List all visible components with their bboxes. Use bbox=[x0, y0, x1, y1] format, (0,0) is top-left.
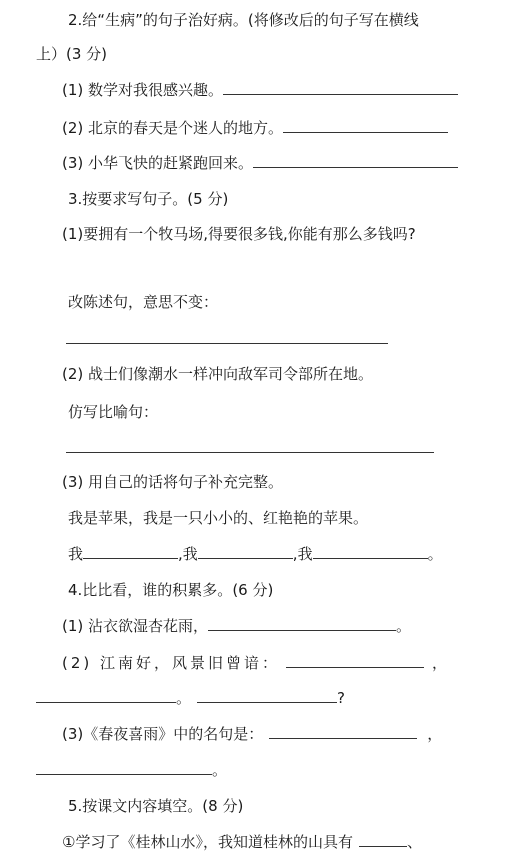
q3-fill-part-3: ,我 bbox=[292, 545, 313, 563]
q4-item-3 bbox=[62, 724, 442, 744]
q4-item-2-comma: ， bbox=[432, 654, 448, 672]
q3-item-2: (2) 战士们像潮水一样冲向敌军司令部所在地。 bbox=[62, 365, 374, 383]
q5-item-1-end: 、 bbox=[406, 833, 422, 851]
q4-item-3-text: (3)《春夜喜雨》中的名句是： bbox=[62, 725, 264, 743]
q3-item-2-task: 仿写比喻句： bbox=[68, 403, 159, 421]
q4-item-2-answer-blank-2[interactable] bbox=[36, 688, 176, 703]
q4-item-3-answer-blank-1[interactable] bbox=[269, 724, 417, 739]
q4-item-1-end: 。 bbox=[396, 617, 412, 635]
q2-item-3-answer-blank[interactable] bbox=[253, 153, 458, 168]
q3-fill-blank-1[interactable] bbox=[83, 544, 178, 559]
q2-item-2-text: (2) 北京的春天是个迷人的地方。 bbox=[62, 119, 284, 137]
q4-item-1-answer-blank[interactable] bbox=[208, 616, 396, 631]
q4-item-3-answer-blank-2[interactable] bbox=[36, 760, 212, 775]
q4-item-2-text: (2) 江南好，风景旧曾谙： bbox=[62, 654, 281, 672]
q3-item-3: (3) 用自己的话将句子补充完整。 bbox=[62, 473, 284, 491]
q3-fill-part-1: 我 bbox=[68, 545, 84, 563]
q3-fill-part-2: ,我 bbox=[178, 545, 198, 563]
q4-item-3-end: 。 bbox=[212, 761, 228, 779]
q3-item-1-answer-line[interactable] bbox=[66, 343, 388, 344]
q2-item-1-answer-blank[interactable] bbox=[223, 80, 458, 95]
q4-item-2-answer-blank-1[interactable] bbox=[286, 653, 424, 668]
q5-item-1 bbox=[62, 832, 422, 852]
q2-item-1-text: (1) 数学对我很感兴趣。 bbox=[62, 81, 224, 99]
q2-item-2 bbox=[62, 118, 448, 138]
q4-item-2-mid: 。 bbox=[176, 689, 192, 707]
q4-item-1-text: (1) 沾衣欲湿杏花雨， bbox=[62, 617, 209, 635]
q2-item-3-text: (3) 小华飞快的赶紧跑回来。 bbox=[62, 154, 254, 172]
q2-item-3 bbox=[62, 153, 458, 173]
q2-title-line2: 上）(3 分) bbox=[36, 45, 108, 63]
q4-title: 4.比比看，谁的积累多。(6 分) bbox=[68, 581, 274, 599]
q2-title-line1: 2.给“生病”的句子治好病。(将修改后的句子写在横线 bbox=[68, 11, 419, 29]
q3-item-2-answer-line[interactable] bbox=[66, 452, 434, 453]
q4-item-2-answer-blank-3[interactable] bbox=[197, 688, 337, 703]
q4-item-2-end: ? bbox=[337, 689, 345, 707]
q4-item-2-cont bbox=[36, 688, 345, 708]
q4-item-2 bbox=[62, 653, 447, 673]
q3-item-3-fill bbox=[68, 544, 443, 564]
q5-title: 5.按课文内容填空。(8 分) bbox=[68, 797, 244, 815]
q3-fill-end: 。 bbox=[427, 545, 443, 563]
q4-item-3-comma: ， bbox=[427, 725, 443, 743]
q3-fill-blank-3[interactable] bbox=[313, 544, 428, 559]
q3-fill-blank-2[interactable] bbox=[198, 544, 293, 559]
q4-item-1 bbox=[62, 616, 411, 636]
q3-item-1-task: 改陈述句，意思不变： bbox=[68, 293, 219, 311]
q2-item-2-answer-blank[interactable] bbox=[283, 118, 448, 133]
q3-title: 3.按要求写句子。(5 分) bbox=[68, 190, 229, 208]
q3-item-1: (1)要拥有一个牧马场,得要很多钱,你能有那么多钱吗? bbox=[62, 225, 416, 243]
q5-item-1-text: ①学习了《桂林山水》，我知道桂林的山具有 bbox=[62, 833, 353, 851]
q5-item-1-answer-blank[interactable] bbox=[359, 832, 407, 847]
q4-item-3-cont bbox=[36, 760, 227, 780]
q2-item-1 bbox=[62, 80, 458, 100]
q3-item-3-text: 我是苹果，我是一只小小的、红艳艳的苹果。 bbox=[68, 509, 369, 527]
